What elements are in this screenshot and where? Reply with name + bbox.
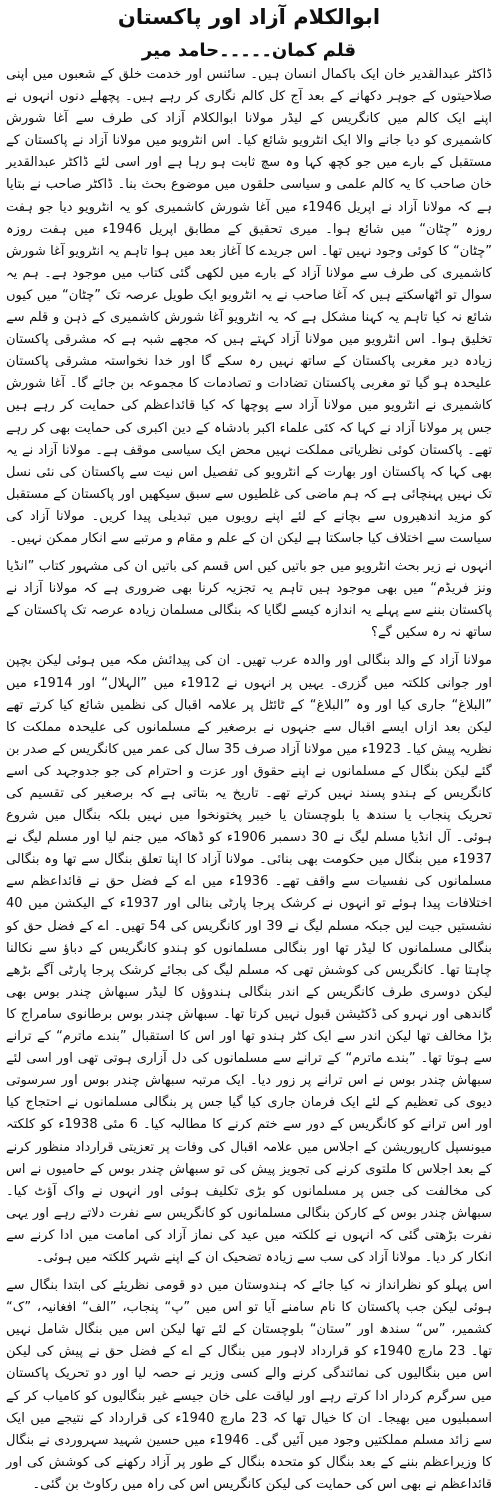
article-title: ابوالکلام آزاد اور پاکستان <box>117 5 381 29</box>
article-body <box>6 64 493 1492</box>
article-byline: قلم کمان۔۔۔۔۔حامد میر <box>141 40 357 61</box>
article-paragraph: مولانا آزاد کے والد بنگالی اور والدہ عرب تھیں۔ ان کی پیدائش مکہ میں ہوئی لیکن بچپن اور جوانی کلکتہ میں گزری۔ یہیں پر انہوں نے 1912ء میں ”الہلال“ اور 1914ء میں ”البلاغ“ جاری کیا اور وہ ”البلاغ“ کے ٹائٹل پر علامہ اقبال کی نظمیں شائع کیا کرتے تھے لیکن بعد ازاں ایسے اقبال سے جنہوں نے برصغیر کے مسلمانوں کی علیحدہ مملکت کا نظریہ پیش کیا۔ 1923ء میں مولانا آزاد صرف 35 سال کی عمر میں کانگریس کے صدر بن گئے لیکن بنگال کے مسلمانوں نے اپنے حقوق اور عزت و احترام کی جو جدوجہد کی اسے کانگریس کے ہندو پسند نہیں کرتے تھے۔ تاریخ یہ بتاتی ہے کہ برصغیر کی تقسیم کی تحریک پنجاب یا سندھ یا بلوچستان یا خیبر پختونخوا میں نہیں بلکہ بنگال میں شروع ہوئی۔ آل انڈیا مسلم لیگ نے 30 دسمبر 1906ء کو ڈھاکہ میں جنم لیا اور مسلم لیگ نے 1937ء میں بنگال میں حکومت بھی بنائی۔ مولانا آزاد کا اپنا تعلق بنگال سے تھا وہ بنگالی مسلمانوں کی نفسیات سے واقف تھے۔ 1936ء میں اے کے فضل حق نے قائداعظم سے اختلافات پیدا ہوئے تو انہوں نے کرشک پرجا پارٹی بنالی اور 1937ء کے الیکشن میں 40 نشستیں جیت لیں جبکہ مسلم لیگ نے 39 اور کانگریس کی 54 تھیں۔ اے کے فضل حق کو بنگالی مسلمانوں کا لیڈر تھا اور بنگالی مسلمانوں کو ہندو کانگریس کے دباؤ سے نکالنا چاہتا تھا۔ کانگریس کی کوشش تھی کہ مسلم لیگ کی بجائے کرشک پرجا پارٹی آگے بڑھے لیکن دوسری طرف کانگریس کے اندر بنگالی ہندوؤں کا لیڈر سبھاش چندر بوس بھی گاندھی اور نہرو کی ڈکٹیشن قبول نہیں کرتا تھا۔ سبھاش چندر بوس برطانوی سامراج کا بڑا مخالف تھا لیکن اندر سے ایک کٹر ہندو تھا اور اس کا استقبال ”بندے ماترم“ کے ترانے سے ہوتا تھا۔ ”بندے ماترم“ کے ترانے سے مسلمانوں کی دل آزاری ہوتی تھی اور اسی لئے سبھاش چندر بوس نے اس ترانے پر زور دیا۔ ایک مرتبہ سبھاش چندر بوس اور سرسوتی دیوی کی تعظیم کے لئے ایک فرمان جاری کیا گیا جس پر بنگالی مسلمانوں نے احتجاج کیا اور اس ترانے کو کانگریس کے دور سے ختم کرنے کا مطالبہ کیا۔ 6 مئی 1938ء کو کلکتہ میونسپل کارپوریشن کے اجلاس میں علامہ اقبال کی وفات پر تعزیتی قرارداد منظور کرنے کے بعد اجلاس کا ملتوی کرنے کی تجویز پیش کی تو سبھاش چندر بوس کے حامیوں نے اس کی مخالفت کی جس پر مسلمانوں کو بڑی تکلیف ہوئی اور انہوں نے واک آؤٹ کیا۔ سبھاش چندر بوس کے کارکن بنگالی مسلمانوں کو کانگریس سے نفرت دلاتے رہے اور یہی نفرت بڑھتی گئی کہ انہوں نے کلکتہ میں عید کی نماز آزاد کی امامت میں ادا کرنے سے انکار کر دیا۔ مولانا آزاد کی سب سے زیادہ تضحیک ان کے اپنے شہر کلکتہ میں ہوئی۔ <box>6 653 493 1265</box>
article-paragraph: انہوں نے زیر بحث انٹرویو میں جو باتیں کیں اس قسم کی باتیں ان کی مشہور کتاب ”انڈیا ونز فریڈم“ میں بھی موجود ہیں تاہم یہ تجزیہ کرنا بھی ضروری ہے کہ مولانا آزاد نے پاکستان بننے سے پہلے یہ اندازہ کیسے لگایا کہ بنگالی مسلمان زیادہ عرصہ تک پاکستان کے ساتھ نہ رہ سکیں گے؟ <box>6 559 492 641</box>
article-paragraph: ڈاکٹر عبدالقدیر خان ایک باکمال انسان ہیں۔ سائنس اور خدمت خلق کے شعبوں میں اپنی صلاحیتوں کے جوہر دکھانے کے بعد آج کل کالم نگاری کر رہے ہیں۔ پچھلے دنوں انہوں نے اپنے ایک کالم میں کانگریس کے لیڈر مولانا ابوالکلام آزاد کی طرف سے آغا شورش کاشمیری کو دیا جانے والا ایک انٹرویو شائع کیا۔ اس انٹرویو میں مولانا آزاد نے پاکستان کے مستقبل کے بارے میں جو کچھ کہا وہ سچ ثابت ہو رہا ہے اور اسی لئے ڈاکٹر عبدالقدیر خان صاحب کا یہ کالم علمی و سیاسی حلقوں میں موضوع بحث بنا۔ ڈاکٹر صاحب نے بتایا ہے کہ مولانا آزاد نے اپریل 1946ء میں آغا شورش کاشمیری کو یہ انٹرویو دیا جو ہفت روزہ ”چٹان“ میں شائع ہوا۔ میری تحقیق کے مطابق اپریل 1946ء میں ہفت روزہ ”چٹان“ کا کوئی وجود نہیں تھا۔ اس جریدے کا آغاز بعد میں ہوا تاہم یہ انٹرویو آغا شورش کاشمیری کی طرف سے مولانا آزاد کے بارے میں لکھی گئی کتاب میں موجود ہے۔ ہم یہ سوال تو اٹھاسکتے ہیں کہ آغا صاحب نے یہ انٹرویو ایک طویل عرصہ تک ”چٹان“ میں کیوں شائع نہ کیا تاہم یہ کہنا مشکل ہے کہ یہ انٹرویو آغا شورش کاشمیری کے ذہن و قلم سے تخلیق ہوا۔ اس انٹرویو میں مولانا آزاد کہتے ہیں کہ مجھے شبہ ہے کہ مشرقی پاکستان زیادہ دیر مغربی پاکستان کے ساتھ نہیں رہ سکے گا اور خدا نخواستہ مشرقی پاکستان علیحدہ ہو گیا تو مغربی پاکستان تضادات و تصادمات کا مجموعہ بن جائے گا۔ آغا شورش کاشمیری نے انٹرویو میں مولانا آزاد سے پوچھا کہ کیا قائداعظم کی حمایت کر رہے ہیں جس پر مولانا آزاد نے کہا کہ کئی علماء اکبر بادشاہ کے دین اکبری کی حمایت بھی کر رہے تھے۔ پاکستان کوئی نظریاتی مملکت نہیں محض ایک سیاسی موقف ہے۔ مولانا آزاد نے یہ بھی کہا کہ پاکستان اور بھارت کے انٹرویو کی تفصیل اس نیت سے پاکستان کی نئی نسل تک نہیں پہنچائی ہے کہ ہم ماضی کی غلطیوں سے سبق سیکھیں اور پاکستان کے مستقبل کو مزید اندھیروں سے بچانے کے لئے اپنے رویوں میں تبدیلی پیدا کریں۔ مولانا آزاد کی سیاست سے اختلاف کیا جاسکتا ہے لیکن ان کے علم و مقام و مرتبے سے انکار ممکن نہیں۔ <box>6 67 492 546</box>
article-paragraph: اس پہلو کو نظرانداز نہ کیا جائے کہ ہندوستان میں دو قومی نظریئے کی ابتدا بنگال سے ہوئی لیکن جب پاکستان کا نام سامنے آیا تو اس میں ”پ“ پنجاب، ”الف“ افغانیہ، ”ک“ کشمیر، ”س“ سندھ اور ”ستان“ بلوچستان کے لئے تھا لیکن اس میں بنگال شامل نہیں تھا۔ 23 مارچ 1940ء کو قرارداد لاہور میں بنگال کے اے کے فضل حق نے پیش کی لیکن اس میں بنگالیوں کی نمائندگی کرنے والے کسی وزیر نے حصہ لیا اور دو تحریک پاکستان میں سرگرم کردار ادا کرتے رہے اور لیاقت علی خان جیسے غیر بنگالیوں کو کامیاب کر کے اسمبلیوں میں بھیجا۔ ان کا خیال تھا کہ 23 مارچ 1940ء کی قرارداد کے نتیجے میں ایک سے زائد مسلم مملکتیں وجود میں آئیں گی۔ 1946ء میں حسین شہید سہروردی نے بنگال کا وزیراعظم بننے کے بعد بنگال کو متحدہ بنگال کے طور پر آزاد رکھنے کی کوشش کی اور قائداعظم نے بھی اس کی حمایت کی لیکن کانگریس اس کی راہ میں رکاوٹ بن گئی۔ <box>6 1278 493 1492</box>
